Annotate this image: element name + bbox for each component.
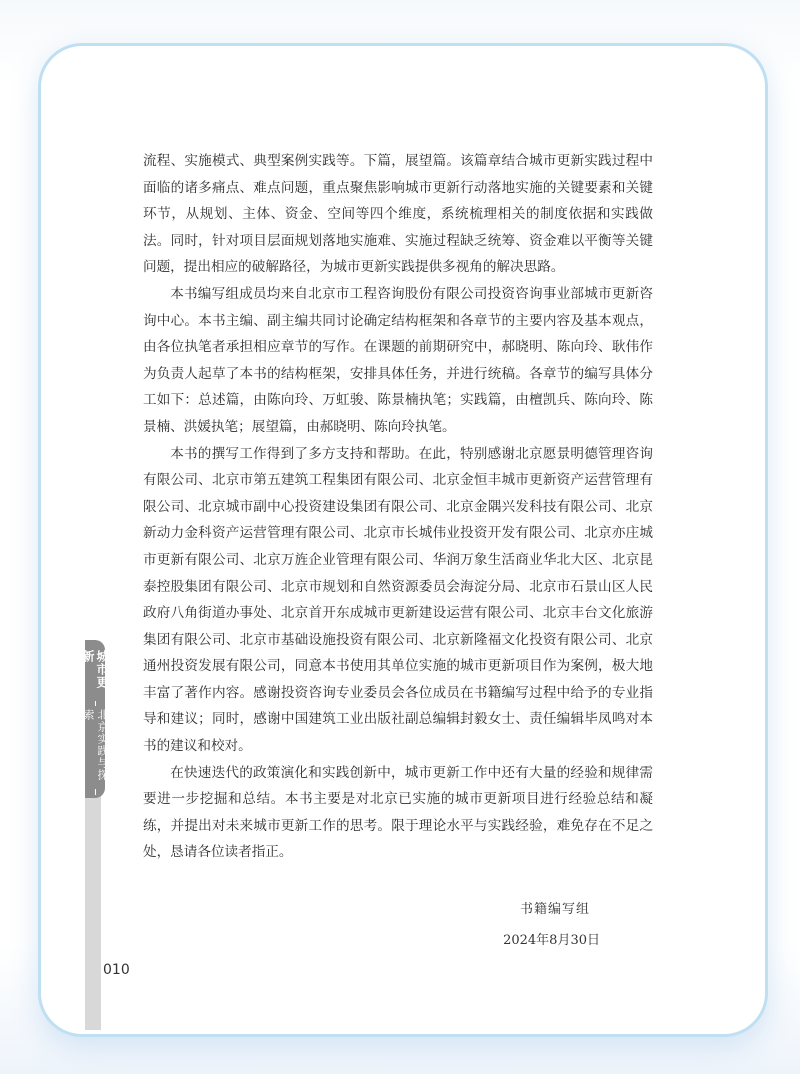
paragraph: 本书的撰写工作得到了多方支持和帮助。在此，特别感谢北京愿景明德管理咨询有限公司、北京市第五建筑工程集团有限公司、北京金恒丰城市更新资产运营管理有限公司、北京城市副中心投资建设集团有限公司、北京金隅兴发科技有限公司、北京新动力金科资产运营管理有限公司、北京市长城伟业投资开发有限公司、北京亦庄城市更新有限公司、北京万旌企业管理有限公司、华润万象生活商业华北大区、北京昆泰控股集团有限公司、北京市规划和自然资源委员会海淀分局、北京市石景山区人民政府八角街道办事处、北京首开东成城市更新建设运营有限公司、北京丰台文化旅游集团有限公司、北京市基础设施投资有限公司、北京新隆福文化投资有限公司、北京通州投资发展有限公司，同意本书使用其单位实施的城市更新项目作为案例，极大地丰富了著作内容。感谢投资咨询专业委员会各位成员在书籍编写过程中给予的专业指导和建议；同时，感谢中国建筑工业出版社副总编辑封毅女士、责任编辑毕凤鸣对本书的建议和校对。 bbox=[143, 445, 653, 755]
body-text bbox=[143, 148, 653, 866]
signature-org: 书籍编写组 bbox=[519, 902, 590, 917]
side-tab-divider bbox=[95, 701, 96, 707]
paragraph: 流程、实施模式、典型案例实践等。下篇，展望篇。该篇章结合城市更新实践过程中面临的诸多痛点、难点问题，重点聚焦影响城市更新行动落地实施的关键要素和关键环节，从规划、主体、资金、空间等四个维度，系统梳理相关的制度依据和实践做法。同时，针对项目层面规划落地实施难、实施过程缺乏统筹、资金难以平衡等关键问题，提出相应的破解路径，为城市更新实践提供多视角的解决思路。 bbox=[143, 153, 653, 276]
side-tab-subtitle: 北京实践与探索 bbox=[82, 709, 109, 782]
signature-date: 2024年8月30日 bbox=[503, 933, 600, 948]
paragraph: 在快速迭代的政策演化和实践创新中，城市更新工作中还有大量的经验和规律需要进一步挖掘和总结。本书主要是对北京已实施的城市更新项目进行经验总结和凝练，并提出对未来城市更新工作的思考。限于理论水平与实践经验，难免存在不足之处，恳请各位读者指正。 bbox=[143, 764, 653, 861]
side-tab-divider bbox=[95, 789, 96, 795]
side-tab bbox=[81, 640, 109, 798]
paragraph: 本书编写组成员均来自北京市工程咨询股份有限公司投资咨询事业部城市更新咨询中心。本书主编、副主编共同讨论确定结构框架和各章节的主要内容及基本观点，由各位执笔者承担相应章节的写作。在课题的前期研究中，郝晓明、陈向玲、耿伟作为负责人起草了本书的结构框架，安排具体任务，并进行统稿。各章节的编写具体分工如下：总述篇，由陈向玲、万虹骏、陈景楠执笔；实践篇，由檀凯兵、陈向玲、陈景楠、洪媛执笔；展望篇，由郝晓明、陈向玲执笔。 bbox=[143, 285, 653, 435]
signature-block bbox=[503, 898, 600, 948]
page-number: 010 bbox=[103, 962, 130, 978]
side-tab-title: 城市更新 bbox=[81, 650, 109, 689]
